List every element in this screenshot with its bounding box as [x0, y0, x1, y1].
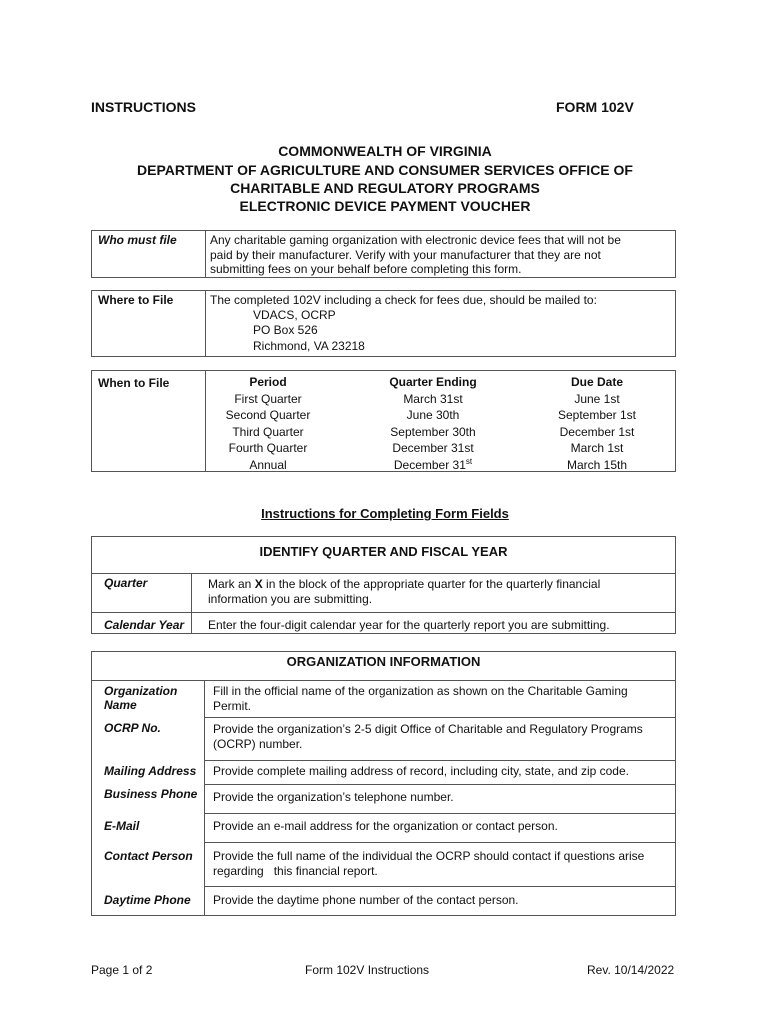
contact-person-label: Contact Person: [104, 849, 193, 863]
page-number: Page 1 of 2: [91, 963, 153, 977]
quarter-text-line-2: information you are submitting.: [208, 592, 373, 606]
period-item: Third Quarter: [232, 424, 304, 439]
address-line-2: PO Box 526: [253, 323, 318, 337]
title-line-4: ELECTRONIC DEVICE PAYMENT VOUCHER: [239, 198, 531, 214]
footer-form-name: Form 102V Instructions: [305, 963, 430, 977]
due-date-header: Due Date: [570, 375, 623, 389]
quarter-ending-item: December 31st: [392, 441, 474, 455]
due-date-column: [537, 374, 657, 473]
due-date-item: March 15th: [566, 457, 628, 472]
quarter-ending-header: Quarter Ending: [389, 375, 477, 389]
calendar-year-text: Enter the four-digit calendar year for the quarterly report you are submitting.: [208, 618, 610, 632]
ocrp-number-label: OCRP No.: [104, 721, 161, 735]
title-line-2: DEPARTMENT OF AGRICULTURE AND CONSUMER SERVICES OFFICE OF: [137, 162, 633, 178]
due-date-item: December 1st: [559, 424, 635, 439]
who-must-file-label: Who must file: [98, 233, 177, 247]
period-column: [208, 374, 328, 473]
who-must-file-line-1: Any charitable gaming organization with electronic device fees that will not be: [210, 233, 621, 247]
due-date-item: September 1st: [557, 408, 637, 422]
email-text: Provide an e-mail address for the organization or contact person.: [213, 819, 558, 833]
where-to-file-intro: The completed 102V including a check for fees due, should be mailed to:: [210, 293, 597, 307]
where-to-file-label: Where to File: [98, 293, 174, 307]
address-line-3: Richmond, VA 23218: [253, 339, 365, 353]
quarter-text-line-1: Mark an X in the block of the appropriate quarter for the quarterly financial: [208, 577, 601, 591]
ocrp-number-text-line-1: Provide the organization’s 2-5 digit Office of Charitable and Regulatory Programs: [213, 722, 643, 736]
quarter-label: Quarter: [104, 576, 148, 590]
due-date-item: March 1st: [570, 441, 624, 455]
due-date-item: June 1st: [574, 391, 620, 406]
calendar-year-label: Calendar Year: [104, 618, 185, 632]
daytime-phone-text: Provide the daytime phone number of the contact person.: [213, 893, 519, 907]
organization-name-text-line-1: Fill in the official name of the organization as shown on the Charitable Gaming: [213, 684, 628, 698]
quarter-section-title: IDENTIFY QUARTER AND FISCAL YEAR: [259, 544, 508, 559]
contact-person-text-line-1: Provide the full name of the individual the OCRP should contact if questions arise: [213, 849, 645, 863]
period-header: Period: [249, 375, 287, 389]
instructions-heading: INSTRUCTIONS: [91, 99, 196, 115]
organization-name-label-line-1: Organization: [104, 684, 178, 698]
quarter-ending-item-annual: December 31st: [393, 456, 473, 472]
address-line-1: VDACS, OCRP: [253, 308, 336, 322]
period-item: Second Quarter: [225, 408, 311, 422]
period-item: Fourth Quarter: [228, 441, 308, 455]
quarter-ending-item: June 30th: [406, 408, 460, 422]
quarter-ending-item: March 31st: [403, 391, 463, 406]
email-label: E-Mail: [104, 819, 140, 833]
mailing-address-label: Mailing Address: [104, 764, 197, 778]
form-number: FORM 102V: [556, 99, 634, 115]
instructions-section-heading: Instructions for Completing Form Fields: [261, 506, 509, 521]
ocrp-number-text-line-2: (OCRP) number.: [213, 737, 303, 751]
who-must-file-line-3: submitting fees on your behalf before completing this form.: [210, 262, 522, 276]
business-phone-text: Provide the organization’s telephone number.: [213, 790, 454, 804]
title-line-1: COMMONWEALTH OF VIRGINIA: [278, 143, 492, 159]
period-item: First Quarter: [234, 391, 302, 406]
organization-name-text-line-2: Permit.: [213, 699, 252, 713]
business-phone-label: Business Phone: [104, 787, 198, 801]
who-must-file-line-2: paid by their manufacturer. Verify with your manufacturer that they are not: [210, 248, 601, 262]
quarter-ending-item: September 30th: [390, 424, 476, 439]
daytime-phone-label: Daytime Phone: [104, 893, 191, 907]
organization-name-label-line-2: Name: [104, 698, 137, 712]
mailing-address-text: Provide complete mailing address of record, including city, state, and zip code.: [213, 764, 629, 778]
quarter-ending-column: [368, 374, 498, 473]
organization-section-title: ORGANIZATION INFORMATION: [286, 654, 481, 669]
title-line-3: CHARITABLE AND REGULATORY PROGRAMS: [230, 180, 540, 196]
contact-person-text-line-2: regarding this financial report.: [213, 864, 378, 878]
revision-date: Rev. 10/14/2022: [587, 963, 675, 977]
when-to-file-label: When to File: [98, 376, 170, 390]
period-item: Annual: [249, 457, 287, 472]
